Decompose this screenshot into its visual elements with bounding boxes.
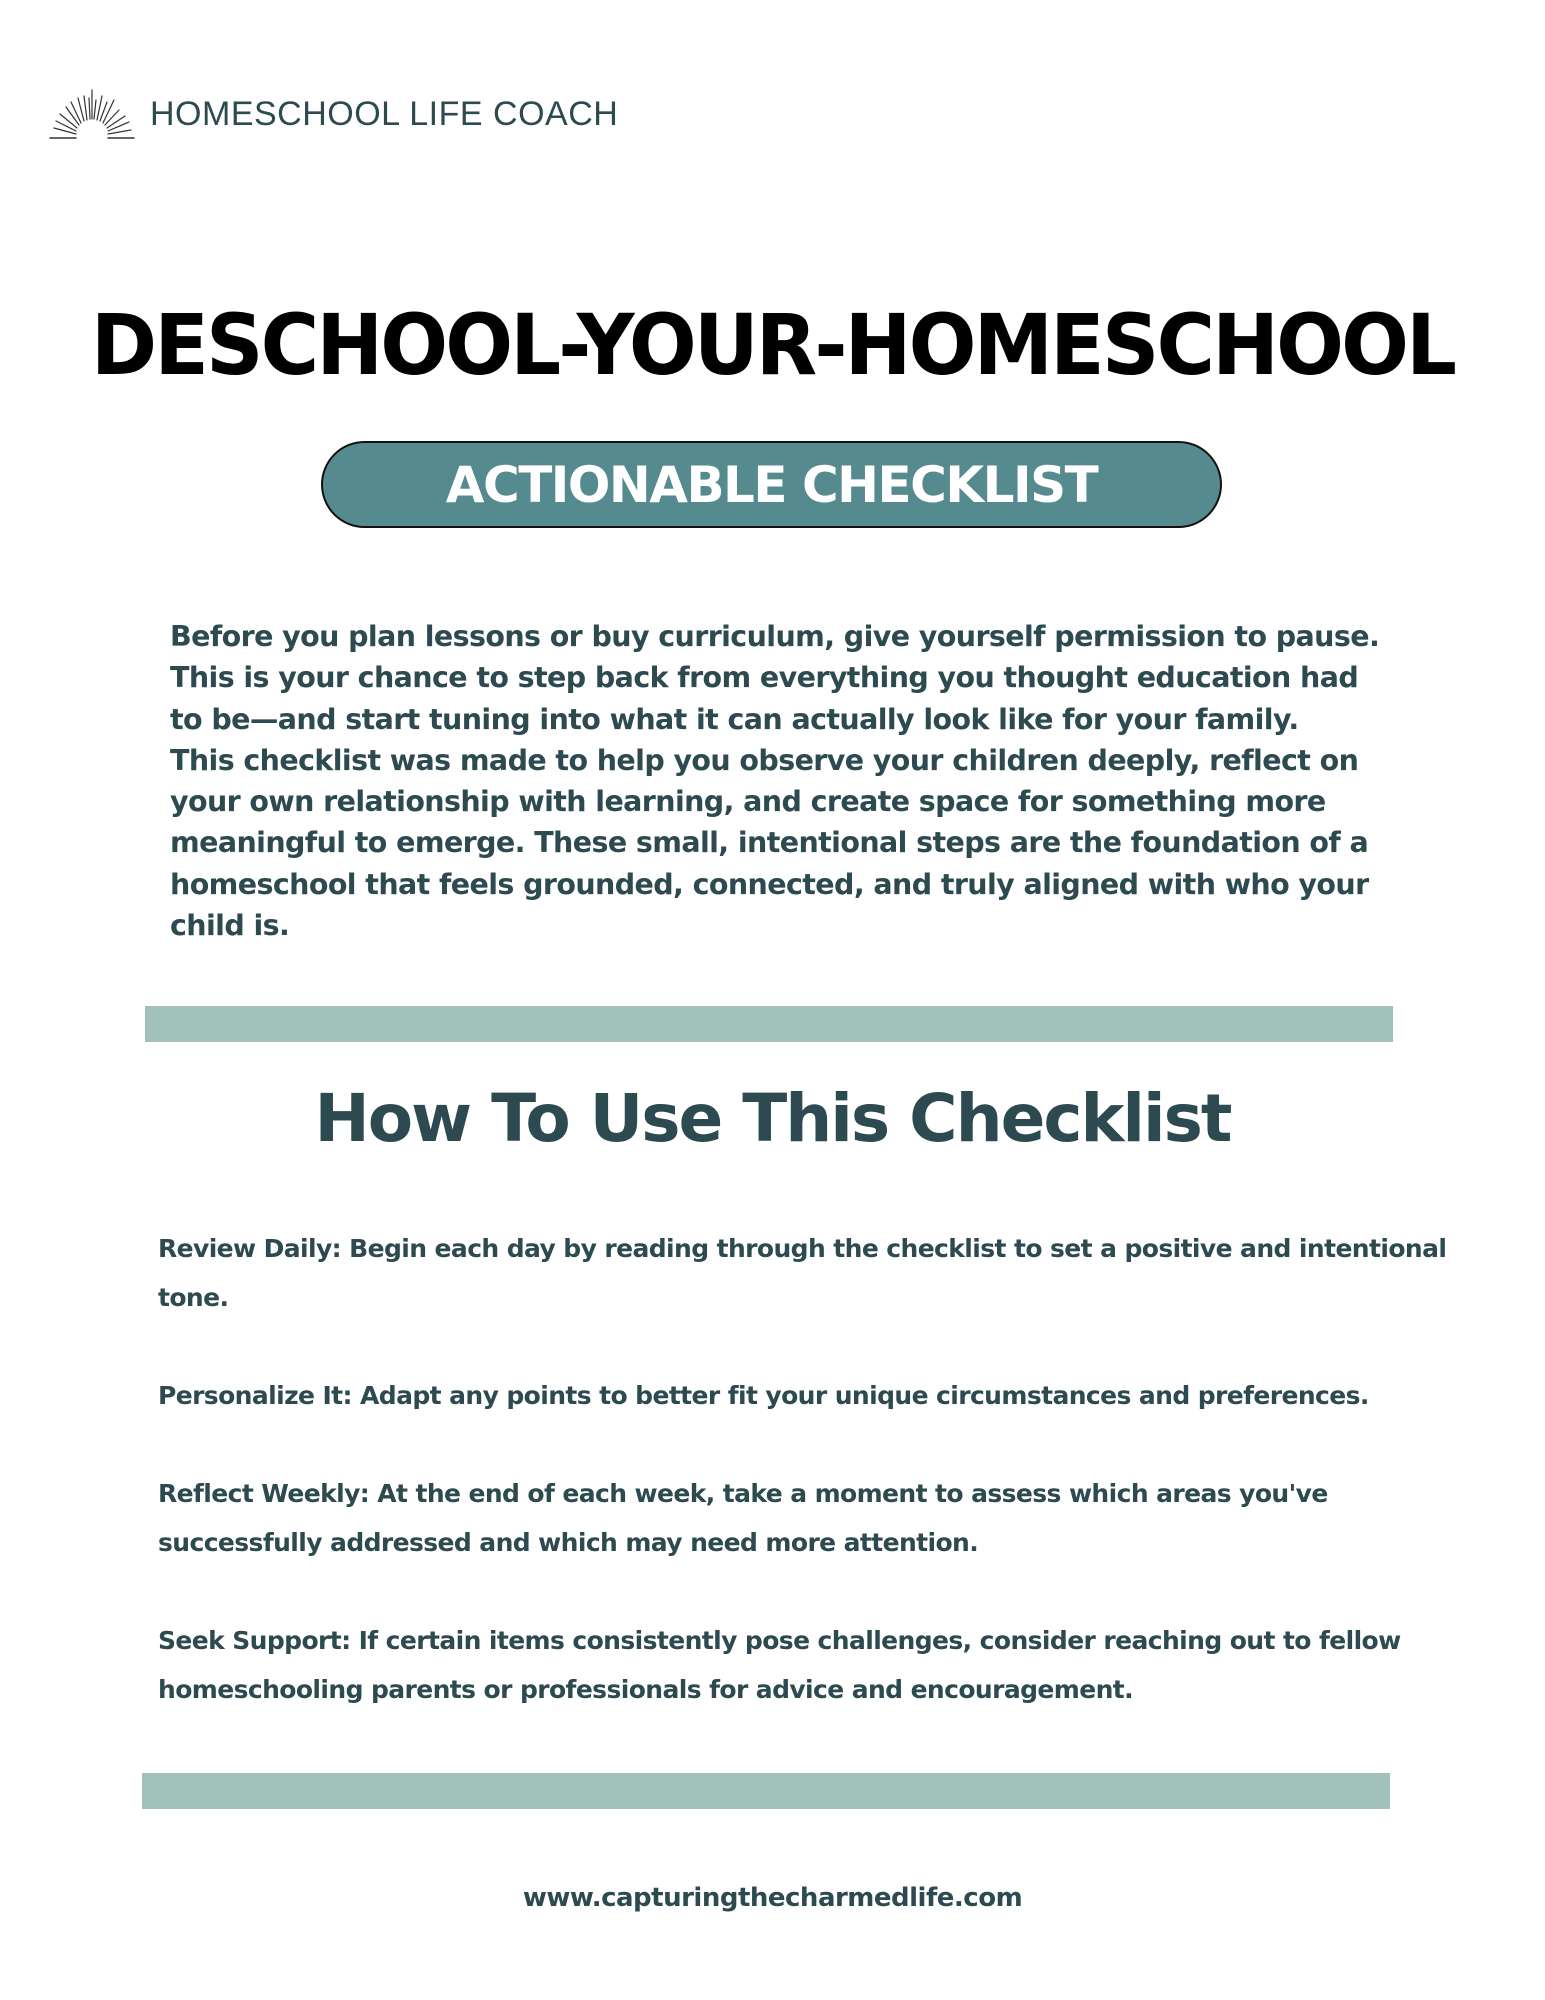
step-personalize-it xyxy=(158,1371,1418,1420)
page-title: DESCHOOL-YOUR-HOMESCHOOL xyxy=(90,296,1455,394)
step-line: Reflect Weekly: At the end of each week, take a moment to assess which areas you've xyxy=(158,1479,1328,1508)
step-line: Review Daily: Begin each day by reading through the checklist to set a positive and intentional xyxy=(158,1234,1447,1263)
checklist-badge xyxy=(321,441,1222,528)
brand-name: HOMESCHOOL LIFE COACH xyxy=(150,94,619,133)
step-reflect-weekly xyxy=(158,1469,1418,1567)
sunburst-icon xyxy=(46,88,138,140)
step-seek-support xyxy=(158,1616,1418,1714)
intro-line: to be—and start tuning into what it can actually look like for your family. xyxy=(170,702,1299,736)
intro-line: child is. xyxy=(170,909,290,943)
step-line: tone. xyxy=(158,1283,229,1312)
step-line: Personalize It: Adapt any points to better fit your unique circumstances and preferences. xyxy=(158,1381,1369,1410)
badge-label: ACTIONABLE CHECKLIST xyxy=(445,455,1098,514)
intro-line: homeschool that feels grounded, connected, and truly aligned with who your xyxy=(170,867,1369,901)
divider-bar-bottom xyxy=(142,1773,1390,1809)
how-to-steps xyxy=(158,1224,1447,1763)
intro-line: This checklist was made to help you observe your children deeply, reflect on xyxy=(170,743,1359,777)
section-heading: How To Use This Checklist xyxy=(314,1080,1231,1157)
intro-line: Before you plan lessons or buy curriculum, give yourself permission to pause. xyxy=(170,620,1380,653)
footer-website-link[interactable]: www.capturingthecharmedlife.com xyxy=(522,1883,1023,1913)
intro-line: meaningful to emerge. These small, intentional steps are the foundation of a xyxy=(170,826,1369,860)
step-line: Seek Support: If certain items consistently pose challenges, consider reaching out to fellow xyxy=(158,1626,1401,1655)
step-line: successfully addressed and which may need more attention. xyxy=(158,1528,979,1557)
step-review-daily xyxy=(158,1224,1447,1322)
step-line: homeschooling parents or professionals for advice and encouragement. xyxy=(158,1675,1134,1704)
brand-header xyxy=(46,88,618,140)
intro-line: your own relationship with learning, and create space for something more xyxy=(170,785,1326,819)
intro-line: This is your chance to step back from everything you thought education had xyxy=(170,661,1359,695)
intro-paragraph xyxy=(170,616,1410,946)
divider-bar-top xyxy=(145,1006,1393,1042)
